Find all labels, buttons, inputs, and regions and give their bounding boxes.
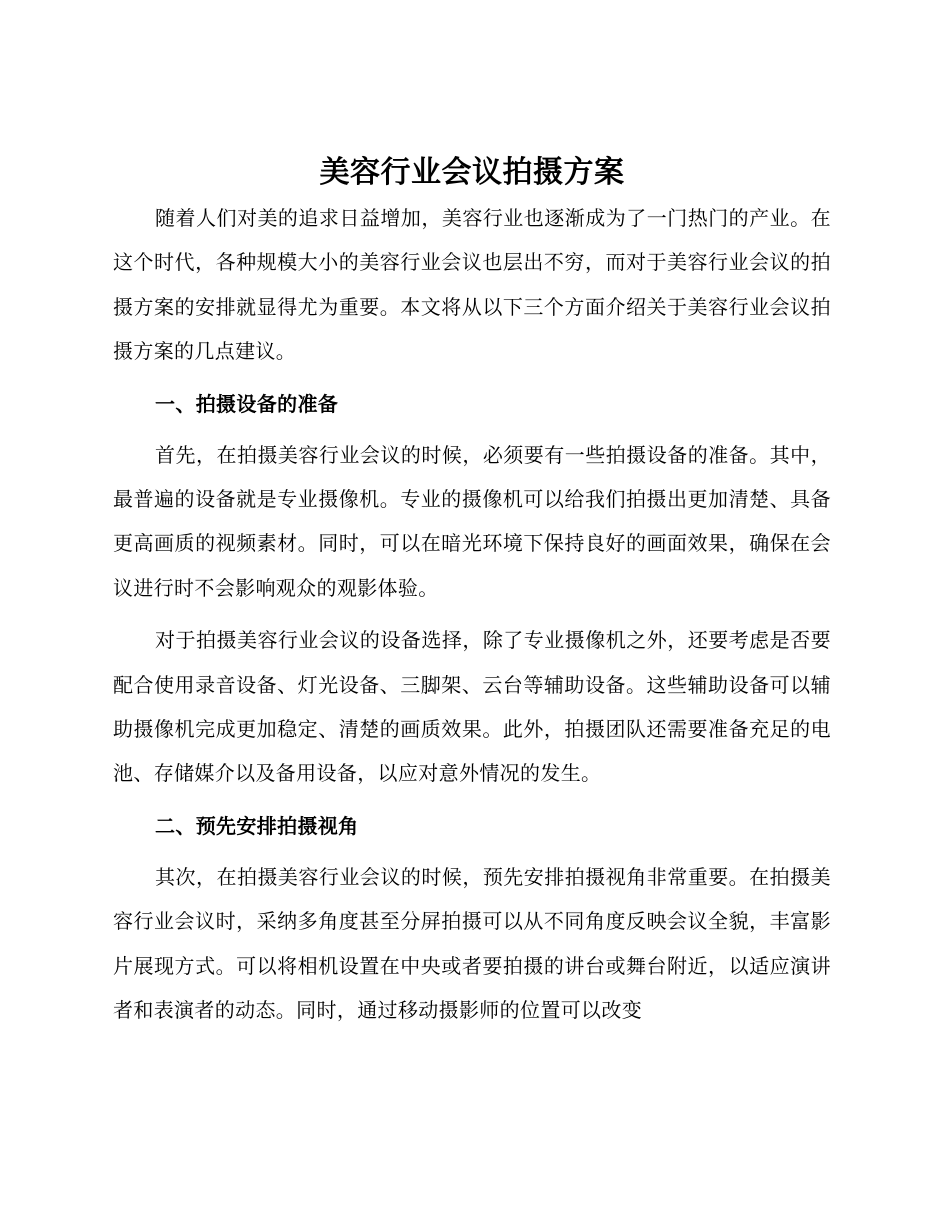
spacer — [113, 426, 831, 433]
document-body — [113, 150, 831, 1033]
spacer — [113, 374, 831, 382]
section-1-heading: 一、拍摄设备的准备 — [155, 391, 339, 416]
section-2-paragraph-1: 其次，在拍摄美容行业会议的时候，预先安排拍摄视角非常重要。在拍摄美容行业会议时，采纳多角度甚至分屏拍摄可以从不同角度反映会议全貌，丰富影片展现方式。可以将相机设置在中央或者要拍摄的讲台或舞台附近，以适应演讲者和表演者的动态。同时，通过移动摄影师的位置可以改变 — [113, 864, 831, 1023]
intro-paragraph: 随着人们对美的追求日益增加，美容行业也逐渐成为了一门热门的产业。在这个时代，各种规模大小的美容行业会议也层出不穷，而对于美容行业会议的拍摄方案的安排就显得尤为重要。本文将从以下三个方面介绍关于美容行业会议拍摄方案的几点建议。 — [113, 206, 831, 364]
section-1-paragraph-2: 对于拍摄美容行业会议的设备选择，除了专业摄像机之外，还要考虑是否要配合使用录音设备、灯光设备、三脚架、云台等辅助设备。这些辅助设备可以辅助摄像机完成更加稳定、清楚的画质效果。此外，拍摄团队还需要准备充足的电池、存储媒介以及备用设备，以应对意外情况的发生。 — [113, 628, 831, 786]
spacer — [113, 848, 831, 855]
spacer — [113, 796, 831, 804]
section-1-paragraph-1: 首先，在拍摄美容行业会议的时候，必须要有一些拍摄设备的准备。其中，最普遍的设备就是专业摄像机。专业的摄像机可以给我们拍摄出更加清楚、具备更高画质的视频素材。同时，可以在暗光环境下保持良好的画面效果，确保在会议进行时不会影响观众的观影体验。 — [113, 442, 831, 600]
section-2-heading: 二、预先安排拍摄视角 — [155, 813, 359, 838]
spacer — [113, 610, 831, 618]
document-title: 美容行业会议拍摄方案 — [319, 155, 625, 190]
